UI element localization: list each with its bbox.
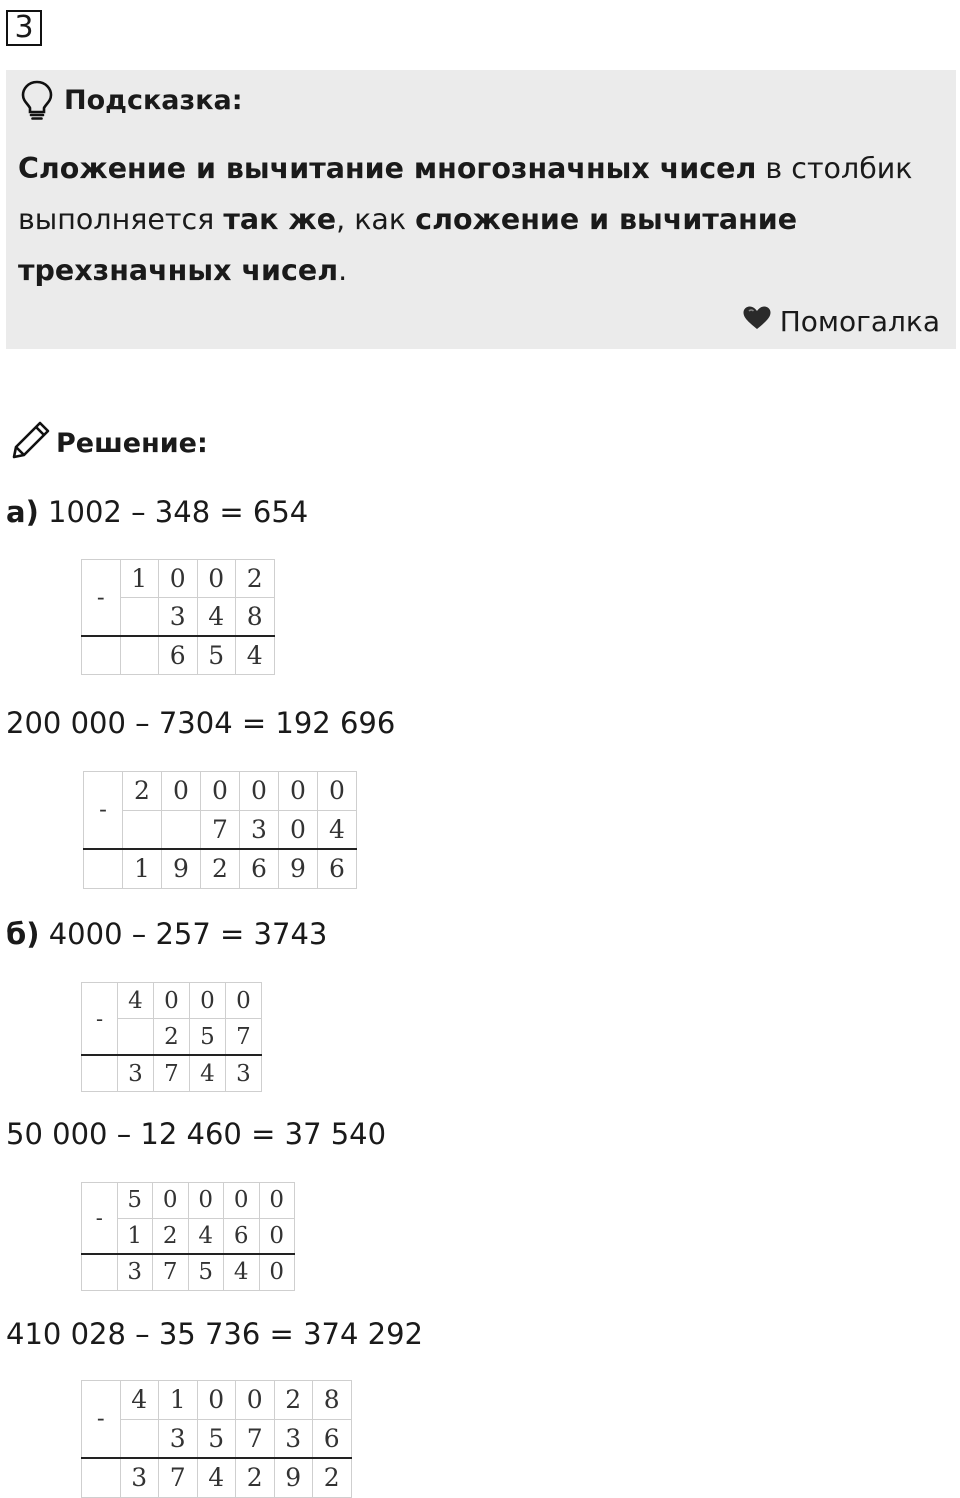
brand-name: Помогалка	[779, 304, 940, 338]
grid-digit: 0	[318, 772, 357, 811]
grid-digit: 7	[153, 1254, 189, 1290]
grid-cell	[82, 1254, 118, 1290]
hint-bold-4: трехзначных чисел	[18, 254, 339, 287]
grid-digit: 0	[153, 1183, 189, 1219]
grid-digit: 9	[162, 849, 201, 888]
grid-digit: 0	[259, 1218, 295, 1254]
grid-cell	[82, 1458, 121, 1497]
grid-digit: 4	[224, 1254, 260, 1290]
grid-digit: 1	[117, 1218, 153, 1254]
grid-digit: 7	[201, 810, 240, 849]
hint-text	[18, 143, 938, 296]
grid-digit	[118, 1019, 154, 1056]
label-b: б)	[6, 917, 40, 951]
grid-digit: 4	[190, 1055, 226, 1092]
grid-digit: 1	[123, 849, 162, 888]
grid-cell	[82, 1055, 118, 1092]
grid-digit: 1	[159, 1381, 198, 1420]
grid-row	[82, 983, 262, 1019]
grid-digit: 0	[159, 560, 198, 598]
brand	[742, 300, 940, 342]
grid-digit: 3	[120, 1458, 159, 1497]
equation-b2	[6, 1114, 386, 1154]
grid-digit: 3	[274, 1419, 313, 1458]
grid-digit	[120, 1419, 159, 1458]
subtraction-grid	[81, 1182, 295, 1291]
grid-digit: 2	[201, 849, 240, 888]
heart-icon	[742, 305, 772, 338]
minus-sign: -	[82, 1183, 118, 1255]
grid-digit	[120, 598, 159, 637]
solution-header	[10, 420, 208, 466]
grid-digit: 9	[279, 849, 318, 888]
grid-digit: 0	[279, 810, 318, 849]
grid-digit: 0	[240, 772, 279, 811]
equation-text: 410 028 – 35 736 = 374 292	[6, 1317, 423, 1351]
grid-digit: 8	[236, 598, 275, 637]
grid-digit: 3	[159, 598, 198, 637]
grid-digit: 9	[274, 1458, 313, 1497]
grid-digit: 0	[197, 560, 236, 598]
task-number: 3	[14, 10, 34, 45]
minus-sign: -	[82, 560, 121, 637]
grid-digit: 0	[226, 983, 262, 1019]
grid-digit: 7	[236, 1419, 275, 1458]
grid-row	[82, 1055, 262, 1092]
grid-digit: 2	[123, 772, 162, 811]
grid-row	[84, 772, 357, 811]
label-a: а)	[6, 495, 39, 529]
grid-row	[82, 1458, 352, 1497]
grid-digit: 2	[153, 1218, 189, 1254]
pencil-icon	[10, 419, 52, 468]
grid-row	[82, 1254, 295, 1290]
grid-digit: 5	[190, 1019, 226, 1056]
subtraction-grid	[81, 559, 275, 675]
grid-digit: 0	[154, 983, 190, 1019]
grid-digit: 2	[154, 1019, 190, 1056]
grid-digit: 0	[162, 772, 201, 811]
minus-sign: -	[82, 1381, 121, 1459]
grid-digit: 4	[118, 983, 154, 1019]
hint-text-3: , как	[336, 203, 416, 236]
minus-sign: -	[84, 772, 123, 850]
grid-digit: 6	[318, 849, 357, 888]
equation-text: 50 000 – 12 460 = 37 540	[6, 1117, 387, 1151]
hint-text-4: .	[338, 254, 348, 287]
grid-digit: 7	[154, 1055, 190, 1092]
grid-digit	[120, 636, 159, 675]
grid-row	[84, 849, 357, 888]
subtraction-grid	[81, 1380, 352, 1498]
grid-digit: 0	[279, 772, 318, 811]
grid-digit: 0	[197, 1381, 236, 1420]
hint-bold-2: так же	[223, 203, 337, 236]
grid-digit: 5	[197, 636, 236, 675]
grid-digit: 0	[236, 1381, 275, 1420]
grid-digit: 3	[118, 1055, 154, 1092]
grid-row	[84, 810, 357, 849]
equation-b1	[6, 914, 327, 954]
grid-digit: 4	[318, 810, 357, 849]
equation-a1	[6, 492, 308, 532]
grid-row	[82, 636, 275, 675]
hint-bold-1: Сложение и вычитание многозначных чисел	[18, 152, 757, 185]
grid-digit: 4	[120, 1381, 159, 1420]
equation-text: 200 000 – 7304 = 192 696	[6, 706, 396, 740]
grid-digit: 4	[188, 1218, 224, 1254]
grid-digit: 4	[236, 636, 275, 675]
hint-text-1: в столбик	[756, 152, 913, 185]
grid-digit: 0	[190, 983, 226, 1019]
grid-row	[82, 1183, 295, 1219]
equation-a2	[6, 703, 395, 743]
grid-digit: 3	[226, 1055, 262, 1092]
grid-cell	[84, 849, 123, 888]
equation-text: 1002 – 348 = 654	[48, 495, 309, 529]
grid-digit: 0	[259, 1183, 295, 1219]
grid-digit: 3	[117, 1254, 153, 1290]
grid-row	[82, 1419, 352, 1458]
subtraction-grid	[81, 982, 262, 1092]
minus-sign: -	[82, 983, 118, 1056]
grid-digit	[162, 810, 201, 849]
grid-digit: 5	[197, 1419, 236, 1458]
grid-digit: 8	[313, 1381, 352, 1420]
grid-digit	[123, 810, 162, 849]
hint-title: Подсказка:	[64, 84, 243, 116]
grid-digit: 7	[226, 1019, 262, 1056]
grid-digit: 0	[201, 772, 240, 811]
solution-title: Решение:	[56, 427, 208, 459]
grid-digit: 6	[313, 1419, 352, 1458]
grid-digit: 4	[197, 598, 236, 637]
grid-digit: 2	[236, 560, 275, 598]
grid-digit: 1	[120, 560, 159, 598]
grid-row	[82, 560, 275, 598]
equation-b3	[6, 1314, 423, 1354]
grid-digit: 2	[274, 1381, 313, 1420]
grid-digit: 5	[117, 1183, 153, 1219]
hint-bold-3: сложение и вычитание	[415, 203, 798, 236]
hint-header	[20, 80, 243, 120]
task-number-box	[6, 10, 42, 46]
hint-text-2: выполняется	[18, 203, 224, 236]
grid-row	[82, 1381, 352, 1420]
grid-digit: 3	[240, 810, 279, 849]
grid-digit: 3	[159, 1419, 198, 1458]
grid-digit: 6	[240, 849, 279, 888]
grid-digit: 7	[159, 1458, 198, 1497]
equation-text: 4000 – 257 = 3743	[48, 917, 328, 951]
grid-digit: 6	[224, 1218, 260, 1254]
grid-digit: 0	[224, 1183, 260, 1219]
subtraction-grid	[83, 771, 357, 889]
grid-digit: 6	[159, 636, 198, 675]
grid-digit: 5	[188, 1254, 224, 1290]
grid-cell	[82, 636, 121, 675]
grid-digit: 0	[188, 1183, 224, 1219]
grid-digit: 0	[259, 1254, 295, 1290]
lightbulb-icon	[20, 79, 54, 121]
grid-digit: 2	[313, 1458, 352, 1497]
grid-digit: 2	[236, 1458, 275, 1497]
grid-digit: 4	[197, 1458, 236, 1497]
